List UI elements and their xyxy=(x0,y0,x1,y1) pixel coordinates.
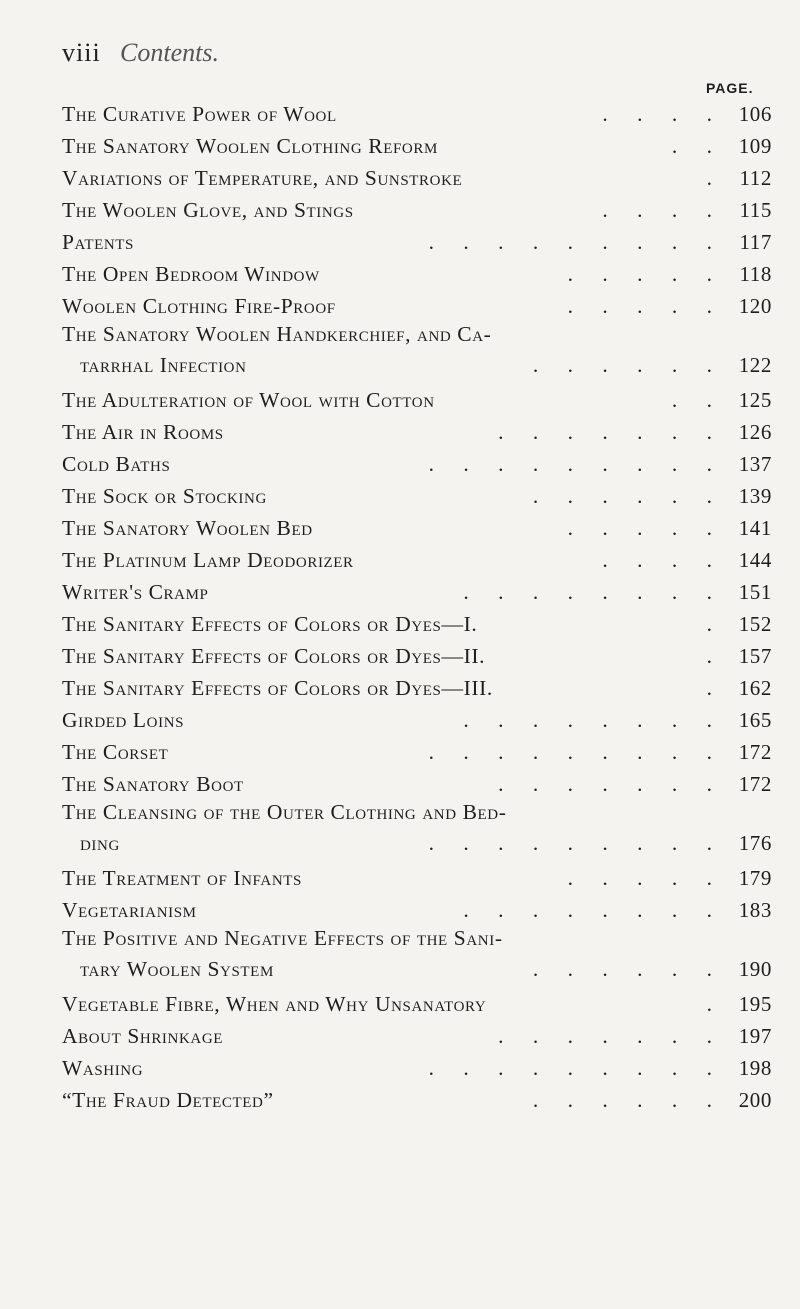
toc-entry-continuation: tarrhal Infection xyxy=(80,353,247,377)
toc-entry-page-number: 137 xyxy=(738,452,772,476)
toc-entry xyxy=(62,544,772,576)
toc-entry-title: Vegetarianism xyxy=(62,898,197,922)
toc-entry-title: The Adulteration of Wool with Cotton xyxy=(62,388,435,412)
dot-leader: . . . . . . xyxy=(532,957,724,981)
dot-leader: . . . . xyxy=(602,102,724,126)
toc-entry-page-number: 126 xyxy=(738,420,772,444)
toc-entry-page-number: 198 xyxy=(738,1056,772,1080)
toc-entry-page-number: 106 xyxy=(738,102,772,126)
toc-entry-continuation: tary Woolen System xyxy=(80,957,274,981)
toc-entry-page-number: 200 xyxy=(738,1088,772,1112)
toc-entry-page-number: 152 xyxy=(738,612,772,636)
toc-entry-title: The Sanatory Woolen Handkerchief, and Ca- xyxy=(62,322,492,346)
toc-entry-continuation-line xyxy=(62,824,772,862)
toc-entry-continuation-line xyxy=(62,950,772,988)
dot-leader: . . . . . . . xyxy=(498,1024,724,1048)
toc-entry-page-number: 197 xyxy=(738,1024,772,1048)
dot-leader: . . . . . . xyxy=(532,353,724,377)
toc-entry-title: Patents xyxy=(62,230,134,254)
toc-entry-page-number: 190 xyxy=(738,957,772,981)
toc-entry-page-number: 117 xyxy=(739,230,772,254)
dot-leader: . . . . . . . . xyxy=(463,708,724,732)
dot-leader: . . . . . xyxy=(567,516,724,540)
toc-entry-title: The Woolen Glove, and Stings xyxy=(62,198,354,222)
toc-entry xyxy=(62,800,772,824)
toc-entry xyxy=(62,384,772,416)
toc-entry-page-number: 176 xyxy=(738,831,772,855)
toc-entry-continuation: ding xyxy=(80,831,120,855)
dot-leader: . . . . xyxy=(602,548,724,572)
dot-leader: . xyxy=(706,676,724,700)
toc-entry-title: “The Fraud Detected” xyxy=(62,1088,274,1112)
dot-leader: . . . . . . . . . xyxy=(428,1056,724,1080)
dot-leader: . xyxy=(706,166,724,190)
dot-leader: . . . . . . xyxy=(532,484,724,508)
dot-leader: . . xyxy=(671,388,724,412)
dot-leader: . . . . xyxy=(602,198,724,222)
dot-leader: . . . . . . xyxy=(532,1088,724,1112)
toc-entry-title: The Platinum Lamp Deodorizer xyxy=(62,548,354,572)
toc-entry-page-number: 115 xyxy=(739,198,772,222)
page-column-label: PAGE. xyxy=(706,80,754,96)
toc-entry xyxy=(62,768,772,800)
toc-entry xyxy=(62,894,772,926)
toc-entry xyxy=(62,640,772,672)
toc-entry-title: The Sanatory Woolen Clothing Reform xyxy=(62,134,438,158)
toc-entry xyxy=(62,672,772,704)
toc-entry-page-number: 109 xyxy=(738,134,772,158)
dot-leader: . . . . . . . . . xyxy=(428,831,724,855)
toc-entry xyxy=(62,480,772,512)
toc-entry xyxy=(62,862,772,894)
dot-leader: . . . . . . . . . xyxy=(428,230,724,254)
toc-entry-page-number: 125 xyxy=(738,388,772,412)
toc-entry-title: The Open Bedroom Window xyxy=(62,262,320,286)
toc-entry-title: The Sanitary Effects of Colors or Dyes—I. xyxy=(62,612,478,636)
dot-leader: . . xyxy=(671,134,724,158)
toc-entry-page-number: 122 xyxy=(738,353,772,377)
toc-entry xyxy=(62,1020,772,1052)
toc-entry-page-number: 165 xyxy=(738,708,772,732)
dot-leader: . . . . . . . xyxy=(498,772,724,796)
toc-entry-page-number: 112 xyxy=(739,166,772,190)
toc-entry-title: Vegetable Fibre, When and Why Unsanatory xyxy=(62,992,487,1016)
toc-entry-title: Washing xyxy=(62,1056,144,1080)
toc-entry-title: About Shrinkage xyxy=(62,1024,224,1048)
dot-leader: . xyxy=(706,644,724,668)
table-of-contents xyxy=(62,98,772,1116)
running-head: Contents. xyxy=(120,38,219,67)
toc-entry-page-number: 118 xyxy=(739,262,772,286)
toc-entry-page-number: 179 xyxy=(738,866,772,890)
toc-entry-title: The Air in Rooms xyxy=(62,420,224,444)
toc-entry xyxy=(62,576,772,608)
toc-entry-page-number: 157 xyxy=(738,644,772,668)
toc-entry-page-number: 162 xyxy=(738,676,772,700)
toc-entry-title: The Treatment of Infants xyxy=(62,866,302,890)
dot-leader: . . . . . xyxy=(567,294,724,318)
dot-leader: . xyxy=(706,992,724,1016)
toc-entry-page-number: 172 xyxy=(738,772,772,796)
toc-entry-title: The Corset xyxy=(62,740,169,764)
dot-leader: . . . . . . . . . xyxy=(428,740,724,764)
dot-leader: . . . . . xyxy=(567,866,724,890)
toc-entry xyxy=(62,926,772,950)
dot-leader: . . . . . xyxy=(567,262,724,286)
toc-entry-title: The Sanatory Boot xyxy=(62,772,244,796)
toc-entry xyxy=(62,194,772,226)
dot-leader: . . . . . . . . xyxy=(463,898,724,922)
toc-entry xyxy=(62,322,772,346)
toc-entry xyxy=(62,130,772,162)
toc-entry xyxy=(62,1084,772,1116)
dot-leader: . . . . . . . xyxy=(498,420,724,444)
toc-entry xyxy=(62,704,772,736)
toc-entry xyxy=(62,98,772,130)
toc-entry xyxy=(62,1052,772,1084)
toc-entry-title: Cold Baths xyxy=(62,452,171,476)
toc-entry xyxy=(62,290,772,322)
page-folio: viii xyxy=(62,38,101,67)
toc-entry-title: Writer's Cramp xyxy=(62,580,209,604)
dot-leader: . . . . . . . . . xyxy=(428,452,724,476)
toc-entry xyxy=(62,258,772,290)
toc-entry xyxy=(62,416,772,448)
toc-entry-title: Girded Loins xyxy=(62,708,185,732)
toc-entry-page-number: 172 xyxy=(738,740,772,764)
toc-entry xyxy=(62,512,772,544)
toc-entry xyxy=(62,736,772,768)
toc-entry-page-number: 151 xyxy=(738,580,772,604)
toc-entry-title: The Curative Power of Wool xyxy=(62,102,337,126)
toc-entry-title: The Sanatory Woolen Bed xyxy=(62,516,313,540)
toc-entry-title: The Sanitary Effects of Colors or Dyes—III. xyxy=(62,676,493,700)
toc-entry-title: The Positive and Negative Effects of the Sani- xyxy=(62,926,503,950)
toc-entry xyxy=(62,988,772,1020)
toc-entry xyxy=(62,226,772,258)
toc-entry xyxy=(62,608,772,640)
toc-entry xyxy=(62,162,772,194)
toc-entry-page-number: 141 xyxy=(738,516,772,540)
toc-entry-page-number: 183 xyxy=(738,898,772,922)
toc-entry xyxy=(62,448,772,480)
toc-entry-title: Variations of Temperature, and Sunstroke xyxy=(62,166,463,190)
toc-entry-title: The Sock or Stocking xyxy=(62,484,267,508)
dot-leader: . xyxy=(706,612,724,636)
toc-entry-page-number: 195 xyxy=(738,992,772,1016)
toc-entry-title: The Cleansing of the Outer Clothing and Bed- xyxy=(62,800,507,824)
dot-leader: . . . . . . . . xyxy=(463,580,724,604)
toc-entry-continuation-line xyxy=(62,346,772,384)
toc-entry-page-number: 144 xyxy=(738,548,772,572)
toc-entry-title: The Sanitary Effects of Colors or Dyes—II. xyxy=(62,644,486,668)
toc-entry-page-number: 139 xyxy=(738,484,772,508)
toc-entry-title: Woolen Clothing Fire-Proof xyxy=(62,294,336,318)
toc-entry-page-number: 120 xyxy=(738,294,772,318)
